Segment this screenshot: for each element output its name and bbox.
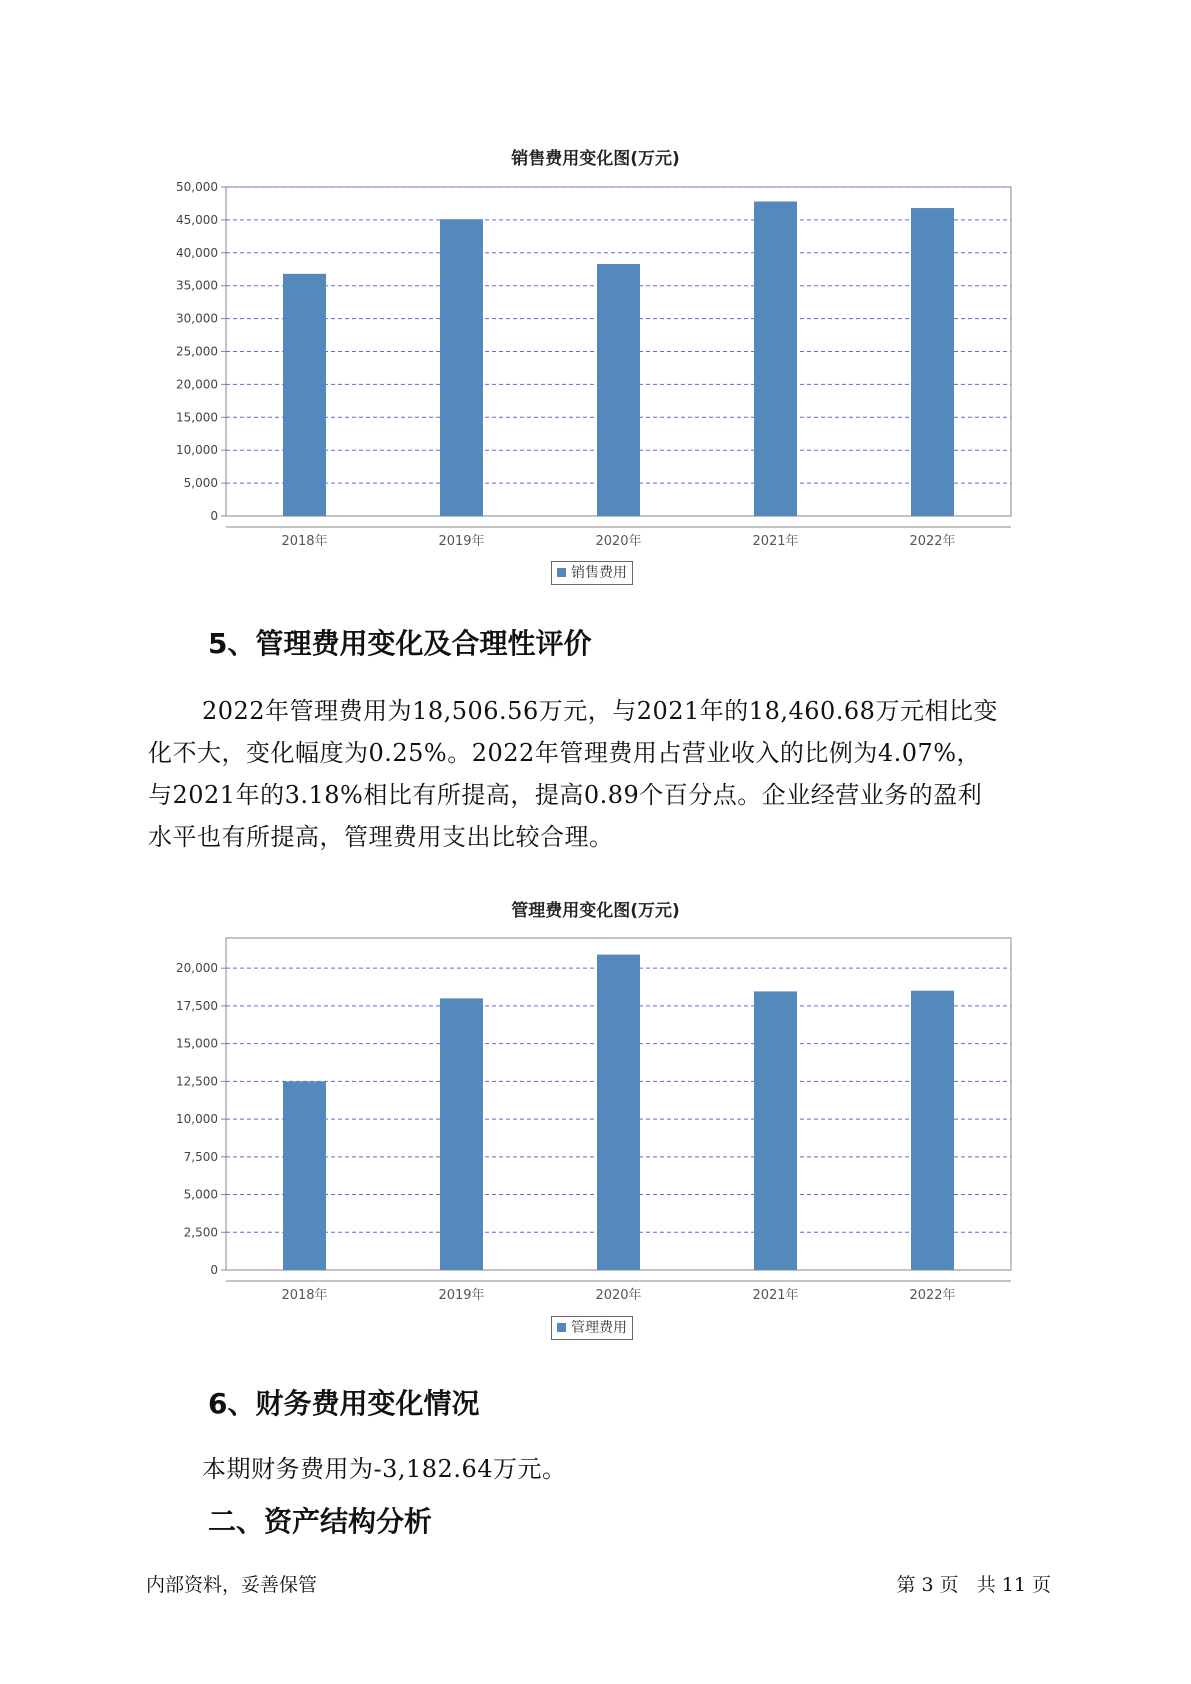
paragraph-line: 化不大，变化幅度为0.25%。2022年管理费用占营业收入的比例为4.07%，: [148, 739, 982, 767]
y-tick-label: 15,000: [176, 1036, 218, 1051]
bar: [283, 1081, 326, 1270]
section-assets-heading: 二、资产结构分析: [208, 1505, 433, 1538]
section-6-paragraph: [148, 1448, 1048, 1490]
bar: [440, 998, 483, 1270]
y-tick-label: 50,000: [176, 180, 218, 194]
y-tick-label: 5,000: [183, 1187, 218, 1202]
bar: [911, 991, 954, 1270]
chart-legend: [551, 1316, 633, 1340]
bar: [597, 955, 640, 1270]
y-tick-label: 10,000: [176, 443, 218, 458]
legend-label: 销售费用: [571, 565, 627, 581]
y-tick-label: 25,000: [176, 344, 218, 359]
y-tick-label: 7,500: [183, 1149, 218, 1164]
y-tick-label: 0: [210, 1263, 218, 1277]
y-tick-label: 20,000: [176, 961, 218, 976]
legend-label: 管理费用: [571, 1320, 627, 1336]
paragraph-line: 与2021年的3.18%相比有所提高，提高0.89个百分点。企业经营业务的盈利: [148, 781, 983, 809]
chart-title: 销售费用变化图(万元): [511, 149, 680, 169]
paragraph-line: 水平也有所提高，管理费用支出比较合理。: [148, 823, 614, 851]
legend-swatch: [557, 1323, 566, 1332]
y-tick-label: 15,000: [176, 410, 218, 425]
y-tick-label: 5,000: [183, 476, 218, 491]
footer-page-number: 第 3 页 共 11 页: [896, 1574, 1051, 1596]
x-tick-label: 2022年: [909, 534, 956, 549]
x-tick-label: 2020年: [595, 534, 642, 549]
y-tick-label: 17,500: [176, 998, 218, 1013]
x-tick-label: 2020年: [595, 1288, 642, 1303]
x-tick-label: 2018年: [281, 534, 328, 549]
y-tick-label: 30,000: [176, 311, 218, 326]
bar: [754, 991, 797, 1270]
x-tick-label: 2019年: [438, 1288, 485, 1303]
y-tick-label: 40,000: [176, 245, 218, 260]
y-tick-label: 20,000: [176, 377, 218, 392]
x-tick-label: 2018年: [281, 1288, 328, 1303]
y-tick-label: 10,000: [176, 1112, 218, 1127]
y-tick-label: 2,500: [183, 1225, 218, 1240]
y-tick-label: 0: [210, 509, 218, 523]
x-tick-label: 2021年: [752, 534, 799, 549]
y-tick-label: 12,500: [176, 1074, 218, 1089]
y-tick-label: 35,000: [176, 278, 218, 293]
section-6-heading: 6、财务费用变化情况: [208, 1387, 480, 1420]
paragraph-line: 本期财务费用为-3,182.64万元。: [202, 1455, 567, 1483]
section-5-heading: 5、管理费用变化及合理性评价: [208, 627, 592, 660]
x-tick-label: 2019年: [438, 534, 485, 549]
x-tick-label: 2022年: [909, 1288, 956, 1303]
y-tick-label: 45,000: [176, 212, 218, 227]
footer-left: 内部资料，妥善保管: [146, 1574, 318, 1596]
x-tick-label: 2021年: [752, 1288, 799, 1303]
paragraph-line: 2022年管理费用为18,506.56万元，与2021年的18,460.68万元相比变: [202, 697, 998, 725]
chart-title: 管理费用变化图(万元): [511, 901, 680, 921]
